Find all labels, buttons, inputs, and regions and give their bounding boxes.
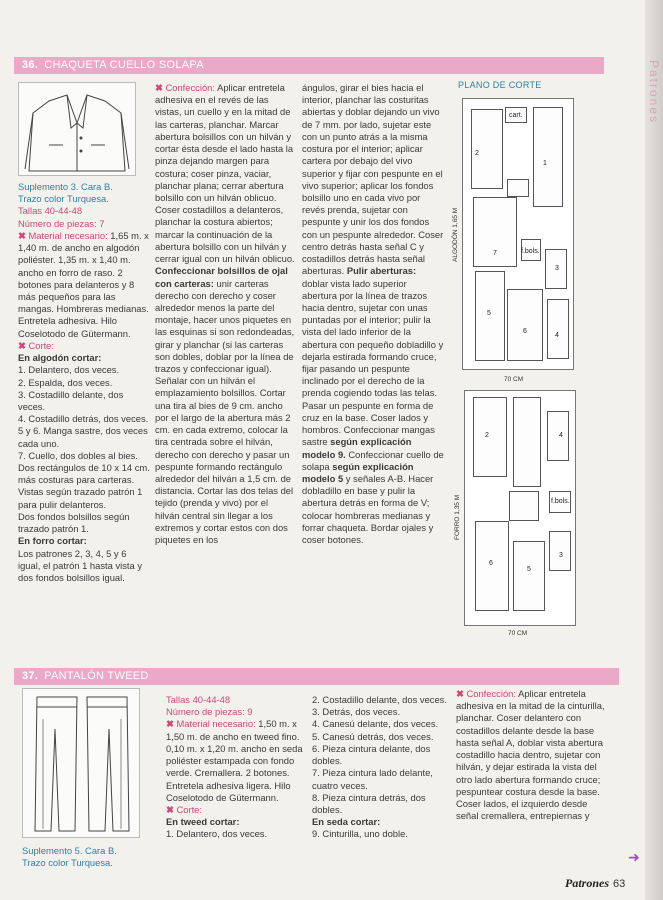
section-title: CHAQUETA CUELLO SOLAPA <box>44 59 204 71</box>
cross-icon: ✖ <box>456 688 467 699</box>
corte-item: 7. Pieza cintura lado delante, cuatro veces. <box>312 767 433 791</box>
suplemento-text: Suplemento 5. Cara B. <box>22 845 117 856</box>
confeccion-paragraph <box>456 688 606 822</box>
plan-piece <box>547 299 569 359</box>
suplemento-text: Suplemento 3. Cara B. <box>18 181 113 192</box>
confeccion-label: Confección: <box>466 688 516 699</box>
plan-piece <box>507 289 543 361</box>
corte-item: 3. Costadillo delante, dos veces. <box>18 388 124 412</box>
algodon-label: En algodón cortar: <box>18 352 102 364</box>
plan-piece <box>533 107 563 207</box>
section-36-header <box>14 57 604 74</box>
cross-icon: ✖ <box>166 718 177 730</box>
plan-piece <box>507 179 529 197</box>
corte-item: 8. Pieza cintura detrás, dos dobles. <box>312 791 426 815</box>
trousers-illustration <box>22 688 140 838</box>
confeccion-label: Confección: <box>165 82 215 93</box>
section-37-header <box>14 668 619 685</box>
column-37-1 <box>166 694 306 841</box>
trazo-text: Trazo color Turquesa. <box>18 193 109 205</box>
corte-item: 5 y 6. Manga sastre, dos veces cada uno. <box>18 425 148 449</box>
vistas-text: Vistas según trazado patrón 1 para pulir delanteros. <box>18 486 143 510</box>
column-1 <box>18 181 150 584</box>
corte-heading <box>166 804 306 816</box>
corte-item: 1. Delantero, dos veces. <box>18 364 120 376</box>
col3-text-c: Confeccionar cuello de solapa <box>302 448 444 472</box>
tallas-text: Tallas 40-44-48 <box>166 694 231 705</box>
page-number: 63 <box>613 878 626 890</box>
fondos-text: Dos fondos bolsillos según trazado patrón 1. <box>18 510 130 535</box>
column-37-2 <box>312 694 450 841</box>
continue-arrow-icon: ➜ <box>628 849 640 865</box>
cutting-plan-forro <box>464 390 576 626</box>
segun-9: según explicación modelo 9. <box>302 436 412 460</box>
jacket-illustration <box>18 82 136 176</box>
cross-icon: ✖ <box>18 229 29 241</box>
corte-item: 2. Costadillo delante, dos veces. <box>312 694 447 705</box>
corte-label: Corte: <box>176 803 202 815</box>
column-37-3 <box>456 688 606 822</box>
tweed-label: En tweed cortar: <box>166 816 240 828</box>
plan-label: cart. <box>509 112 523 119</box>
corte-item: 4. Costadillo detrás, dos veces. <box>18 413 149 425</box>
seda-label: En seda cortar: <box>312 816 381 828</box>
column-2 <box>155 82 295 546</box>
plan-label: 4 <box>555 332 559 339</box>
corte-item: 3. Detrás, dos veces. <box>312 706 401 718</box>
plan-label: 6 <box>523 328 527 335</box>
plan-title: PLANO DE CORTE <box>458 80 542 90</box>
segun-5: según explicación modelo 5 <box>302 460 414 484</box>
confeccion-text-b: unir carteras derecho con derecho y coser alrededor menos la parte del montaje, hacer unos piquetes en las esquinas si son redondeadas, girar y planchar (si las carteras son dobles, doblar por la línea de trazos y confeccionar igual). Señalar con un hilván el emplazamiento bolsillos. Cortar una tira al bies de 9 cm. ancho por el largo de la abertura más 2 cm. en cada extremo, colocar la tira centrada sobre el hilván, derecho con derecho y pasar un pespunte formando rectángulo alrededor del hilván a 1,5 cm. de distancia. Cortar las dos telas del tejido (prenda y vivo) por el hilván central sin llegar a los extremos y cortar estos con dos piquetes en los <box>155 277 295 546</box>
forro-label: En forro cortar: <box>18 535 87 547</box>
material-paragraph <box>166 718 306 804</box>
material-label: Material necesario: <box>176 718 256 730</box>
col3-text-d: y señales A-B. Hacer dobladillo en base y pulir la abertura detrás en forma de V; colocar hombreras medianas y forrar chaqueta. Bordar ojales y coser botones. <box>302 473 434 546</box>
plan-label: 5 <box>487 310 491 317</box>
brand-logo: Patrones <box>565 876 610 890</box>
pulir-label: Pulir aberturas: <box>346 265 417 277</box>
plan-piece <box>513 541 545 611</box>
plan-label: 3 <box>559 552 563 559</box>
plan-label: f.bols. <box>551 498 570 505</box>
plan-label: 4 <box>559 432 563 439</box>
section-title: PANTALÓN TWEED <box>44 670 149 682</box>
col3-paragraph <box>302 82 444 546</box>
plan-label: 2 <box>475 150 479 157</box>
corte-label: Corte: <box>28 339 54 351</box>
confeccion-bold: Confeccionar bolsillos de ojal con carteras: <box>155 265 288 289</box>
col3-text-b: doblar vista lado superior abertura por la línea de trazos hacia dentro, sujetar con unas puntadas por el interior; pulir la vista del lado inferior de la abertura con pequeño dobladillo y dejarla estirada formando cruce, fijar pasando un pespunte inclinado por el derecho de la prenda cogiendo todas las telas. Pasar un pespunte en forma de cruz en la base. Coser lados y hombros. Confeccionar mangas sastre <box>302 277 444 448</box>
page-edge <box>645 0 663 900</box>
cross-icon: ✖ <box>155 82 166 93</box>
tallas-text: Tallas 40-44-48 <box>18 205 83 217</box>
material-text: 1,65 m. x 1,40 m. de ancho en algodón poliéster. 1,35 m. x 1,40 m. ancho en forro de raso. 2 botones para delanteros y 8 más pequeños para las mangas. Hombreras medianas. Entretela adhesiva. Hilo Coselotodo de Gütermann. <box>18 229 149 339</box>
plan-label: 5 <box>527 566 531 573</box>
corte-item: 6. Pieza cintura delante, dos dobles. <box>312 742 431 767</box>
piezas-text: Número de piezas: 9 <box>166 706 253 718</box>
algodon-width-label: ALGODÓN 1,65 M <box>452 207 459 262</box>
plan-label: 1 <box>543 160 547 167</box>
plan-piece <box>509 491 539 521</box>
plan-label: 3 <box>555 265 559 272</box>
material-text: 1,50 m. x 1,50 m. de ancho en tweed fino. 0,10 m. x 1,20 m. ancho en seda poliéster estampada con fondo verde. Cremallera. 2 botones. Entretela adhesiva ligera. Hilo Coselotodo de Gütermann. <box>166 718 303 803</box>
corte-item: 5. Canesú detrás, dos veces. <box>312 730 434 742</box>
plan-piece <box>547 411 569 461</box>
cross-icon: ✖ <box>166 803 177 815</box>
plan-piece <box>473 397 507 477</box>
corte-item: 1. Delantero, dos veces. <box>166 828 268 840</box>
trazo-text: Trazo color Turquesa. <box>22 857 113 869</box>
plan-label: 6 <box>489 560 493 567</box>
jacket-drawing <box>19 83 137 177</box>
plan-label: 7 <box>493 250 497 257</box>
corte-item: 9. Cinturilla, uno doble. <box>312 828 408 840</box>
section-number: 37. <box>22 670 39 682</box>
material-label: Material necesario: <box>28 229 108 241</box>
confeccion-text: Aplicar entretela adhesiva en la mitad de la cinturilla, planchar. Coser delantero con costadillos delante desde la base hasta señal A, doblar vista abertura costadillo hacia dentro, sujetar con hilván, y dejar estirada la vista del otro lado abertura formando cruce; pespuntear costura desde la base. Coser lados, el izquierdo desde señal cremallera, entrepiernas y <box>456 688 605 822</box>
sidebar-title: Patrones <box>647 60 661 125</box>
trousers-caption <box>22 845 154 869</box>
forro-width-label: FORRO 1,35 M <box>454 494 461 540</box>
plan-width-label: 70 CM <box>508 630 528 637</box>
material-paragraph <box>18 230 150 340</box>
plan-label: 2 <box>485 432 489 439</box>
corte-item: 2. Espalda, dos veces. <box>18 376 113 388</box>
plan-width-label: 70 CM <box>504 376 524 383</box>
piezas-text: Número de piezas: 7 <box>18 217 105 229</box>
section-number: 36. <box>22 59 39 71</box>
rectangulos-text: Dos rectángulos de 10 x 14 cm. más costuras para carteras. <box>18 462 150 486</box>
forro-text: Los patrones 2, 3, 4, 5 y 6 igual, el patrón 1 hasta vista y dos fondos bolsillos igual. <box>18 547 143 583</box>
plan-label: f.bols. <box>521 248 540 255</box>
confeccion-paragraph <box>155 82 295 546</box>
corte-heading <box>18 340 150 352</box>
cross-icon: ✖ <box>18 339 29 351</box>
corte-item: 4. Canesú delante, dos veces. <box>312 718 439 730</box>
cutting-plan-algodon <box>462 98 574 370</box>
plan-piece <box>513 397 541 487</box>
corte-item: 7. Cuello, dos dobles al bies. <box>18 449 138 461</box>
column-3 <box>302 82 444 546</box>
confeccion-text-a: Aplicar entretela adhesiva en el revés de las vistas, un cuello y en la mitad de las carteras, planchar. Marcar abertura bolsillos con un hilván y cortar ésta desde el lado hasta la pinza dejando margen para costura; coser pinza, vaciar, planchar plana; cerrar abertura bolsillo con un hilván oblicuo. Coser costadillos a delanteros, planchar la costura abiertos; marcar la continuación de la abertura bolsillo con un hilván y cerrar igual con un hilván oblicuo. <box>155 82 295 265</box>
trousers-drawing <box>23 689 141 839</box>
col3-text-a: ángulos, girar el bies hacia el interior, planchar las costuritas abiertas y doblar dejando un vivo de 7 mm. por lado, sujetar este con un punto atrás a la misma costura por el interior; aplicar cartera por debajo del vivo superior y fijar con pespunte en el vivo superior; aplicar los fondos bolsillo uno en cada vivo por revés prenda, sujetar con pespunte y unir los dos fondos con un pespunte alrededor. Coser centro detrás hasta señal C y costadillos detrás hasta señal aberturas. <box>302 82 444 277</box>
